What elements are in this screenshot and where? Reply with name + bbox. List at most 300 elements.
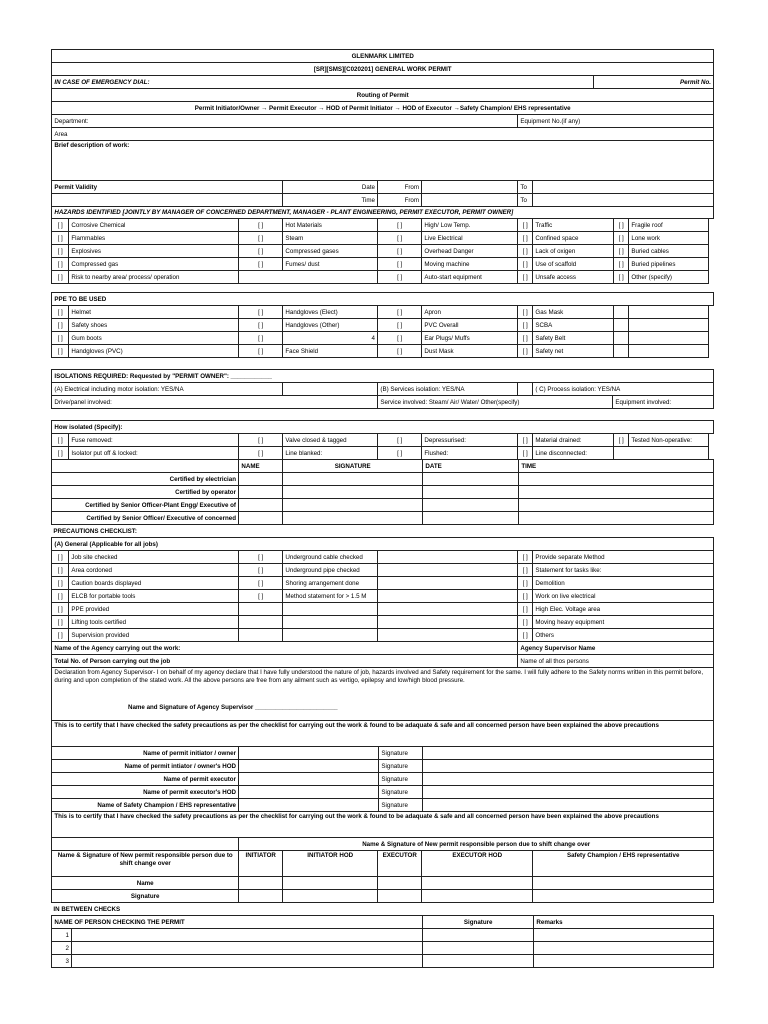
form-cell <box>628 318 709 332</box>
form-cell <box>238 270 378 284</box>
form-cell[interactable] <box>238 876 283 890</box>
checkbox[interactable]: [ ] <box>238 244 283 258</box>
name-input[interactable] <box>238 746 379 760</box>
form-cell: 3 <box>51 954 72 968</box>
checkbox[interactable]: [ ] <box>51 563 69 577</box>
form-cell <box>282 602 378 616</box>
checkbox[interactable]: [ ] <box>517 318 533 332</box>
general-precautions: (A) General (Applicable for all jobs) <box>51 537 714 551</box>
form-row <box>52 577 714 590</box>
checkbox[interactable]: [ ] <box>613 270 629 284</box>
form-cell[interactable] <box>71 941 423 955</box>
checkbox[interactable]: [ ] <box>238 563 283 577</box>
form-cell[interactable] <box>71 954 423 968</box>
checkbox[interactable]: [ ] <box>517 218 533 232</box>
form-cell[interactable] <box>422 954 534 968</box>
form-row <box>52 812 714 838</box>
form-cell: INITIATOR HOD <box>282 850 378 877</box>
shift-left-label: Name & Signature of New permit responsible person due to shift change over <box>51 850 239 877</box>
checkbox[interactable]: [ ] <box>51 589 69 603</box>
permit-no: Permit No. <box>593 75 714 89</box>
checkbox[interactable]: [ ] <box>51 331 69 345</box>
hazard-item: Steam <box>282 231 378 245</box>
hazard-item: Buried cables <box>628 244 709 258</box>
form-cell[interactable] <box>532 876 714 890</box>
signature-label: Signature <box>378 798 423 812</box>
agency-supervisor: Agency Supervisor Name <box>517 641 714 655</box>
form-row <box>52 525 714 538</box>
checkbox[interactable]: [ ] <box>238 231 283 245</box>
drive-panel: Drive/panel involved: <box>51 395 378 409</box>
to-time-input[interactable] <box>532 193 714 207</box>
form-cell[interactable] <box>533 941 714 955</box>
checkbox[interactable]: [ ] <box>517 433 533 447</box>
form-row <box>52 219 714 232</box>
ppe-item: Face Shield <box>282 344 378 358</box>
isolation-item: Line disconnected: <box>532 446 614 460</box>
routing-flow: Permit Initiator/Owner → Permit Executor → HOD of Permit Initiator → HOD of Executor →Safety Champion/ EHS representative <box>51 101 714 115</box>
to-date-input[interactable] <box>532 180 714 194</box>
form-cell: Date <box>282 180 378 194</box>
precaution-item: Area cordoned <box>68 563 239 577</box>
checkbox[interactable]: [ ] <box>377 305 422 319</box>
checkbox[interactable]: [ ] <box>238 344 283 358</box>
signature-input[interactable] <box>422 746 714 760</box>
form-cell <box>628 344 709 358</box>
precaution-item: Supervision provided <box>68 628 239 642</box>
checkbox[interactable]: [ ] <box>238 305 283 319</box>
form-row <box>52 747 714 760</box>
isolation-item: Tested Non-operative: <box>628 433 709 447</box>
form-row <box>52 50 714 63</box>
form-row <box>52 421 714 434</box>
precaution-item: Demolition <box>532 576 714 590</box>
form-row <box>52 181 714 194</box>
checkbox[interactable]: [ ] <box>238 589 283 603</box>
form-row <box>52 486 714 499</box>
form-row <box>52 512 714 525</box>
form-cell <box>377 576 518 590</box>
ppe-title: PPE TO BE USED <box>51 292 714 306</box>
form-cell: Safety Champion / EHS representative <box>532 850 714 877</box>
form-cell: 2 <box>51 941 72 955</box>
precaution-item: Underground cable checked <box>282 550 378 564</box>
form-row <box>52 460 714 473</box>
name-input[interactable] <box>238 798 379 812</box>
brief-description[interactable]: Brief description of work: <box>51 140 714 181</box>
checkbox[interactable]: [ ] <box>517 589 533 603</box>
checkbox[interactable]: [ ] <box>51 231 69 245</box>
checkbox[interactable]: [ ] <box>613 433 629 447</box>
form-row <box>52 76 714 89</box>
precaution-item: Underground pipe checked <box>282 563 378 577</box>
form-row <box>52 258 714 271</box>
form-cell[interactable] <box>282 472 423 486</box>
form-cell <box>517 382 533 396</box>
checkbox[interactable]: [ ] <box>613 218 629 232</box>
how-isolated-title: How isolated (Specify): <box>51 420 714 434</box>
form-cell <box>377 602 518 616</box>
form-cell: Remarks <box>533 915 714 929</box>
ppe-item: PVC Overall <box>421 318 518 332</box>
checkbox[interactable]: [ ] <box>51 218 69 232</box>
form-row <box>52 929 714 942</box>
form-cell[interactable] <box>282 498 423 512</box>
form-cell[interactable] <box>282 876 378 890</box>
checkbox[interactable]: [ ] <box>377 331 422 345</box>
form-row <box>52 396 714 409</box>
checkbox[interactable]: [ ] <box>517 244 533 258</box>
process-isolation: ( C) Process isolation: YES/NA <box>532 382 714 396</box>
form-cell[interactable] <box>238 889 283 903</box>
form-cell[interactable] <box>422 941 534 955</box>
form-cell[interactable] <box>377 889 422 903</box>
form-row <box>52 538 714 551</box>
form-cell[interactable] <box>422 511 519 525</box>
form-row <box>52 207 714 219</box>
form-row <box>52 383 714 396</box>
company-name: GLENMARK LIMITED <box>51 49 714 63</box>
form-cell: 1 <box>51 928 72 942</box>
form-row <box>52 102 714 115</box>
checkbox[interactable]: [ ] <box>517 331 533 345</box>
hazard-item: Corrosive Chemical <box>68 218 239 232</box>
checkbox[interactable]: [ ] <box>377 257 422 271</box>
checkbox[interactable]: [ ] <box>51 550 69 564</box>
equipment-involved: Equipment involved: <box>612 395 714 409</box>
precaution-item: Moving heavy equipment <box>532 615 714 629</box>
checkbox[interactable]: [ ] <box>51 244 69 258</box>
isolation-item: Valve closed & tagged <box>282 433 378 447</box>
shift-title: Name & Signature of New permit responsible person due to shift change over <box>238 837 714 851</box>
form-cell[interactable] <box>518 485 714 499</box>
form-cell: INITIATOR <box>238 850 283 877</box>
checkbox[interactable]: [ ] <box>377 231 422 245</box>
equipment-no-field[interactable]: Equipment No.(if any) <box>517 114 714 128</box>
precaution-item: ELCB for portable tools <box>68 589 239 603</box>
ppe-item: Gas Mask <box>532 305 614 319</box>
hazard-item: Compressed gas <box>68 257 239 271</box>
form-row <box>52 955 714 968</box>
form-cell: DATE <box>422 459 519 473</box>
checkbox[interactable]: [ ] <box>517 344 533 358</box>
total-persons: Total No. of Person carrying out the job <box>51 654 518 668</box>
permit-validity: Permit Validity <box>51 180 283 194</box>
checkbox[interactable]: [ ] <box>238 257 283 271</box>
hazard-item: Auto-start equipment <box>421 270 518 284</box>
signature-label: Signature <box>378 746 423 760</box>
form-cell <box>51 459 239 473</box>
form-row <box>52 616 714 629</box>
ppe-item: Handgloves (Other) <box>282 318 378 332</box>
agency-name: Name of the Agency carrying out the work: <box>51 641 518 655</box>
ppe-item: Apron <box>421 305 518 319</box>
hazard-item: Unsafe access <box>532 270 614 284</box>
form-cell: Name <box>51 876 239 890</box>
form-cell: EXECUTOR <box>377 850 422 877</box>
checkbox[interactable]: [ ] <box>51 576 69 590</box>
form-row <box>52 773 714 786</box>
form-cell[interactable] <box>377 876 422 890</box>
checkbox[interactable]: [ ] <box>51 628 69 642</box>
isolation-item: Line blanked: <box>282 446 378 460</box>
precaution-item: Method statement for > 1.5 M <box>282 589 378 603</box>
certify-statement: This is to certify that I have checked the safety precautions as per the checklist for carrying out the work & found to be adaquate & safe and all concerned person have been explained the above precautions <box>51 720 714 747</box>
certified-by: Certified by Senior Officer/ Executive of concerned <box>51 511 239 525</box>
form-cell[interactable] <box>71 928 423 942</box>
form-cell[interactable] <box>533 928 714 942</box>
hazard-item: Compressed gases <box>282 244 378 258</box>
signature-input[interactable] <box>422 759 714 773</box>
work-permit-form <box>52 50 714 968</box>
form-row <box>52 942 714 955</box>
form-cell <box>238 602 283 616</box>
checkbox[interactable]: [ ] <box>377 433 422 447</box>
form-row <box>52 319 714 332</box>
form-cell <box>613 344 629 358</box>
form-row <box>52 345 714 358</box>
form-row <box>52 447 714 460</box>
checkbox[interactable]: [ ] <box>51 344 69 358</box>
from-date-input[interactable] <box>421 180 518 194</box>
checkbox[interactable]: [ ] <box>238 446 283 460</box>
checkbox[interactable]: [ ] <box>517 576 533 590</box>
form-cell <box>613 331 629 345</box>
form-cell <box>51 193 283 207</box>
hazard-item: Overhead Danger <box>421 244 518 258</box>
checkbox[interactable]: [ ] <box>51 615 69 629</box>
form-cell <box>238 628 283 642</box>
form-cell <box>613 305 629 319</box>
checkbox[interactable]: [ ] <box>51 602 69 616</box>
service-involved: Service involved: Steam/ Air/ Water/ Other(specify) <box>377 395 613 409</box>
checkbox[interactable]: [ ] <box>613 257 629 271</box>
precaution-item: PPE provided <box>68 602 239 616</box>
from-time-input[interactable] <box>421 193 518 207</box>
form-row <box>52 306 714 319</box>
checkbox[interactable]: [ ] <box>517 305 533 319</box>
hazard-item: Confined space <box>532 231 614 245</box>
checkbox[interactable]: [ ] <box>51 270 69 284</box>
checkbox[interactable]: [ ] <box>51 257 69 271</box>
routing-title: Routing of Permit <box>51 88 714 102</box>
checkbox[interactable]: [ ] <box>51 305 69 319</box>
form-row <box>52 473 714 486</box>
signatory-name: Name of permit executor <box>51 772 239 786</box>
name-input[interactable] <box>238 772 379 786</box>
signature-input[interactable] <box>422 772 714 786</box>
ppe-item: Ear Plugs/ Muffs <box>421 331 518 345</box>
form-cell[interactable] <box>238 511 283 525</box>
checkbox[interactable]: [ ] <box>517 550 533 564</box>
signature-label: Signature <box>378 759 423 773</box>
form-cell[interactable] <box>518 511 714 525</box>
hazard-item: Fragile roof <box>628 218 709 232</box>
checkbox[interactable]: [ ] <box>377 318 422 332</box>
form-cell[interactable] <box>518 472 714 486</box>
form-cell <box>282 615 378 629</box>
checkbox[interactable]: [ ] <box>51 446 69 460</box>
checkbox[interactable]: [ ] <box>517 602 533 616</box>
hazard-item: Lack of oxigen <box>532 244 614 258</box>
isolation-item: Flushed: <box>421 446 518 460</box>
checkbox[interactable]: [ ] <box>238 318 283 332</box>
isolation-item: Depressurised: <box>421 433 518 447</box>
checkbox[interactable]: [ ] <box>377 270 422 284</box>
name-input[interactable] <box>238 759 379 773</box>
form-cell: NAME OF PERSON CHECKING THE PERMIT <box>51 915 423 929</box>
form-row <box>52 799 714 812</box>
checkbox[interactable]: [ ] <box>377 218 422 232</box>
form-cell <box>377 628 518 642</box>
form-cell: From <box>377 180 422 194</box>
isolation-item: Fuse removed: <box>68 433 239 447</box>
form-row <box>52 655 714 668</box>
form-row <box>52 551 714 564</box>
form-cell[interactable] <box>238 472 283 486</box>
department-field[interactable]: Department: <box>51 114 518 128</box>
checkbox[interactable]: [ ] <box>377 446 422 460</box>
ppe-item: Dust Mask <box>421 344 518 358</box>
form-row <box>52 890 714 903</box>
certified-by: Certified by Senior Officer-Plant Engg/ Executive of <box>51 498 239 512</box>
checkbox[interactable]: [ ] <box>238 576 283 590</box>
name-input[interactable] <box>238 785 379 799</box>
checkbox[interactable]: [ ] <box>238 218 283 232</box>
checkbox[interactable]: [ ] <box>238 433 283 447</box>
form-row <box>52 721 714 747</box>
checks-title: IN BETWEEN CHECKS <box>53 905 121 913</box>
ppe-item: Safety net <box>532 344 614 358</box>
form-cell <box>282 628 378 642</box>
form-cell[interactable] <box>282 511 423 525</box>
form-cell[interactable] <box>282 889 378 903</box>
hazard-item: Traffic <box>532 218 614 232</box>
form-row <box>52 245 714 258</box>
form-cell[interactable] <box>238 498 283 512</box>
checkbox[interactable]: [ ] <box>613 244 629 258</box>
form-row <box>52 903 714 916</box>
ppe-item: Handgloves (PVC) <box>68 344 239 358</box>
emergency-dial: IN CASE OF EMERGENCY DIAL: <box>51 75 594 89</box>
signature-label: Signature <box>378 772 423 786</box>
precautions-title: PRECAUTIONS CHECKLIST: <box>53 527 137 535</box>
checkbox[interactable]: [ ] <box>517 615 533 629</box>
form-cell[interactable] <box>422 472 519 486</box>
form-row <box>52 370 714 383</box>
area-field[interactable]: Area <box>51 127 714 141</box>
checkbox[interactable]: [ ] <box>51 318 69 332</box>
checkbox[interactable]: [ ] <box>517 257 533 271</box>
certified-by: Certified by electrician <box>51 472 239 486</box>
precaution-item: Statement for tasks like: <box>532 563 714 577</box>
checkbox[interactable]: [ ] <box>517 231 533 245</box>
precaution-item: Caution boards displayed <box>68 576 239 590</box>
checkbox[interactable]: [ ] <box>517 628 533 642</box>
signatory-name: Name of Safety Champion / EHS representative <box>51 798 239 812</box>
services-isolation: (B) Services isolation: YES/NA <box>377 382 518 396</box>
form-row <box>52 603 714 616</box>
form-row <box>52 434 714 447</box>
form-cell: Signature <box>51 889 239 903</box>
form-cell[interactable] <box>422 928 534 942</box>
ppe-item: Gum boots <box>68 331 239 345</box>
checkbox[interactable]: [ ] <box>377 344 422 358</box>
form-cell[interactable] <box>238 485 283 499</box>
isolations-title: ISOLATIONS REQUIRED: Requested by "PERMIT OWNER": ____________ <box>51 369 714 383</box>
checkbox[interactable]: [ ] <box>51 433 69 447</box>
precaution-item: High Elec. Voltage area <box>532 602 714 616</box>
form-cell <box>377 615 518 629</box>
form-row <box>52 851 714 877</box>
precaution-item: Provide separate Method <box>532 550 714 564</box>
form-cell <box>377 563 518 577</box>
form-row <box>52 838 714 851</box>
form-cell <box>628 331 709 345</box>
precaution-item: Others <box>532 628 714 642</box>
permit-title: [SR][SMS][C020201] GENERAL WORK PERMIT <box>51 62 714 76</box>
form-row <box>52 760 714 773</box>
form-cell: Time <box>282 193 378 207</box>
checkbox[interactable]: [ ] <box>377 244 422 258</box>
form-row <box>52 115 714 128</box>
precaution-item: Lifting tools certified <box>68 615 239 629</box>
signatory-name: Name of permit executor's HOD <box>51 785 239 799</box>
signature-label: Signature <box>378 785 423 799</box>
all-persons: Name of all thos persons <box>517 654 714 668</box>
hazard-item: Live Electrical <box>421 231 518 245</box>
signature-input[interactable] <box>422 785 714 799</box>
form-cell[interactable] <box>422 485 519 499</box>
ppe-item: 4 <box>282 331 378 345</box>
hazard-item: Explosives <box>68 244 239 258</box>
form-cell <box>377 589 518 603</box>
form-cell[interactable] <box>421 876 533 890</box>
form-cell[interactable] <box>282 485 423 499</box>
form-cell[interactable] <box>422 498 519 512</box>
checkbox[interactable]: [ ] <box>613 231 629 245</box>
signature-input[interactable] <box>422 798 714 812</box>
hazard-item: Fumes/ dust <box>282 257 378 271</box>
precaution-item: Work on live electrical <box>532 589 714 603</box>
checkbox[interactable]: [ ] <box>238 550 283 564</box>
form-cell <box>377 550 518 564</box>
ppe-item: Safety Belt <box>532 331 614 345</box>
ppe-item: Helmet <box>68 305 239 319</box>
checkbox[interactable]: [ ] <box>517 446 533 460</box>
form-row <box>52 786 714 799</box>
form-cell[interactable] <box>421 889 533 903</box>
form-cell[interactable] <box>532 889 714 903</box>
form-row <box>52 271 714 284</box>
form-row <box>52 499 714 512</box>
agency-supervisor-signature[interactable]: Name and Signature of Agency Supervisor ________________________ <box>128 704 338 711</box>
form-cell <box>613 318 629 332</box>
hazard-item: Risk to nearby area/ process/ operation <box>68 270 239 284</box>
form-cell: EXECUTOR HOD <box>421 850 533 877</box>
checkbox[interactable]: [ ] <box>517 563 533 577</box>
electrical-isolation: (A) Electrical including motor isolation: YES/NA <box>51 382 283 396</box>
form-row <box>52 916 714 929</box>
form-cell[interactable] <box>518 498 714 512</box>
hazard-item: Moving machine <box>421 257 518 271</box>
form-row <box>52 564 714 577</box>
form-cell: From <box>377 193 422 207</box>
form-cell[interactable] <box>533 954 714 968</box>
checkbox[interactable]: [ ] <box>517 270 533 284</box>
checkbox[interactable]: [ ] <box>238 331 283 345</box>
form-row <box>52 293 714 306</box>
